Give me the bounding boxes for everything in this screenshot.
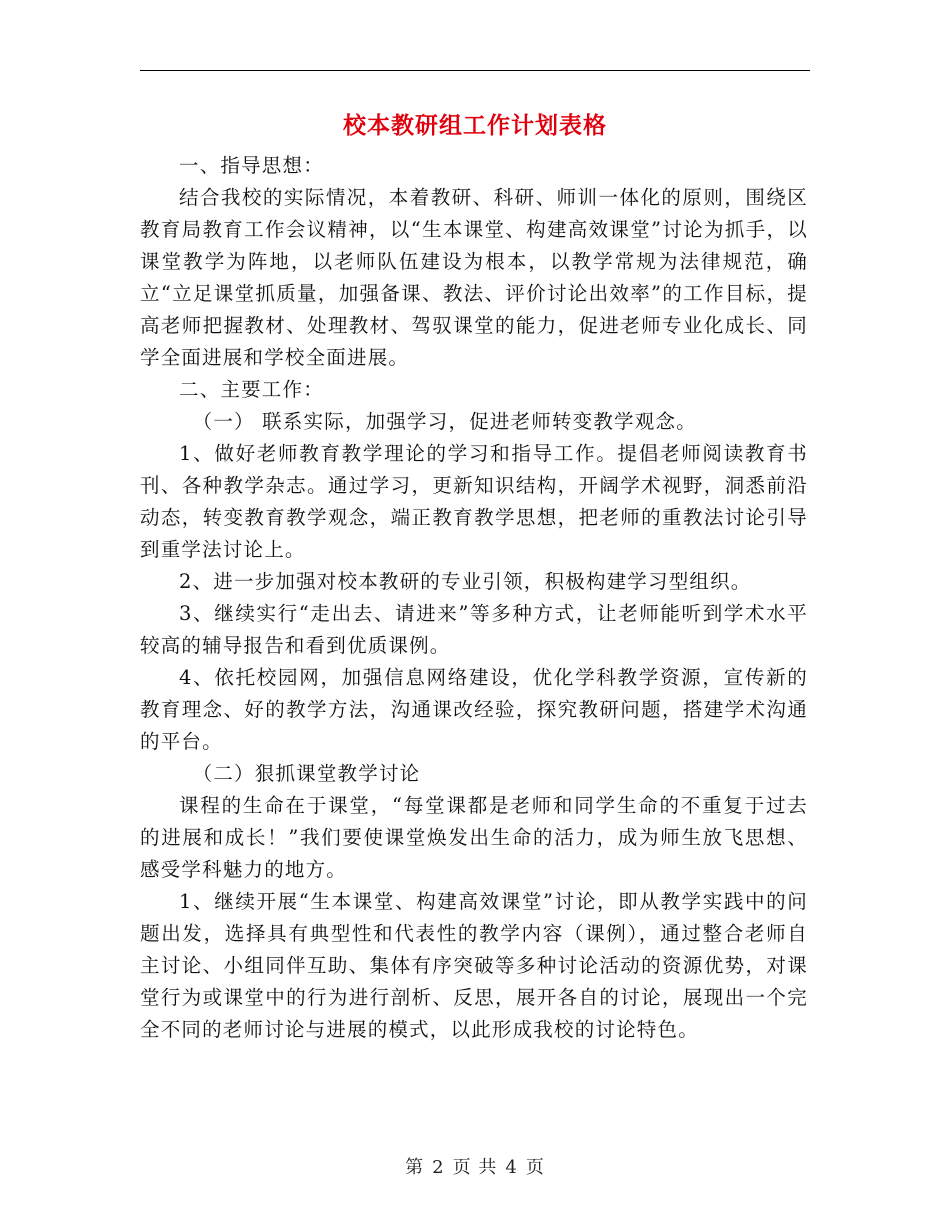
page-footer: [0, 1153, 950, 1179]
footer-middle: 页 共: [452, 1157, 498, 1178]
list-item-classroom-1: 1、继续开展“生本课堂、构建高效课堂”讨论，即从教学实践中的问题出发，选择具有典型性和代表性的教学内容（课例），通过整合老师自主讨论、小组同伴互助、集体有序突破等多种讨论活动的资源优势，对课堂行为或课堂中的行为进行剖析、反思，展开各自的讨论，展现出一个完全不同的老师讨论与进展的模式，以此形成我校的讨论特色。: [140, 890, 808, 1041]
header-rule: [140, 70, 810, 71]
list-item-3: 3、继续实行“走出去、请进来”等多种方式，让老师能听到学术水平较高的辅导报告和看到优质课例。: [140, 602, 808, 657]
footer-suffix: 页: [525, 1157, 545, 1178]
footer-page-number: 2: [432, 1157, 445, 1178]
document-body: [140, 150, 808, 1046]
document-title: 校本教研组工作计划表格: [343, 112, 607, 139]
footer-total-pages: 4: [505, 1157, 518, 1178]
section-heading-main-work: 二、主要工作：: [179, 378, 324, 401]
subsection-heading-2: （二）狠抓课堂教学讨论: [192, 762, 421, 785]
footer-prefix: 第: [405, 1157, 425, 1178]
subsection-heading-1: （一） 联系实际，加强学习，促进老师转变教学观念。: [192, 410, 697, 433]
paragraph-classroom: 课程的生命在于课堂，“每堂课都是老师和同学生命的不重复于过去的进展和成长！”我们要使课堂焕发出生命的活力，成为师生放飞思想、感受学科魅力的地方。: [140, 794, 808, 881]
list-item-1: 1、做好老师教育教学理论的学习和指导工作。提倡老师阅读教育书刊、各种教学杂志。通过学习，更新知识结构，开阔学术视野，洞悉前沿动态，转变教育教学观念，端正教育教学思想，把老师的重教法讨论引导到重学法讨论上。: [140, 442, 808, 561]
paragraph-guiding-ideology: 结合我校的实际情况，本着教研、科研、师训一体化的原则，围绕区教育局教育工作会议精神，以“生本课堂、构建高效课堂”讨论为抓手，以课堂教学为阵地，以老师队伍建设为根本，以教学常规为法律规范，确立“立足课堂抓质量，加强备课、教法、评价讨论出效率”的工作目标，提高老师把握教材、处理教材、驾驭课堂的能力，促进老师专业化成长、同学全面进展和学校全面进展。: [140, 186, 808, 369]
list-item-4: 4、依托校园网，加强信息网络建设，优化学科教学资源，宣传新的教育理念、好的教学方法，沟通课改经验，探究教研问题，搭建学术沟通的平台。: [140, 666, 808, 753]
list-item-2: 2、进一步加强对校本教研的专业引领，积极构建学习型组织。: [179, 570, 752, 593]
section-heading-guiding-ideology: 一、指导思想：: [179, 154, 324, 177]
